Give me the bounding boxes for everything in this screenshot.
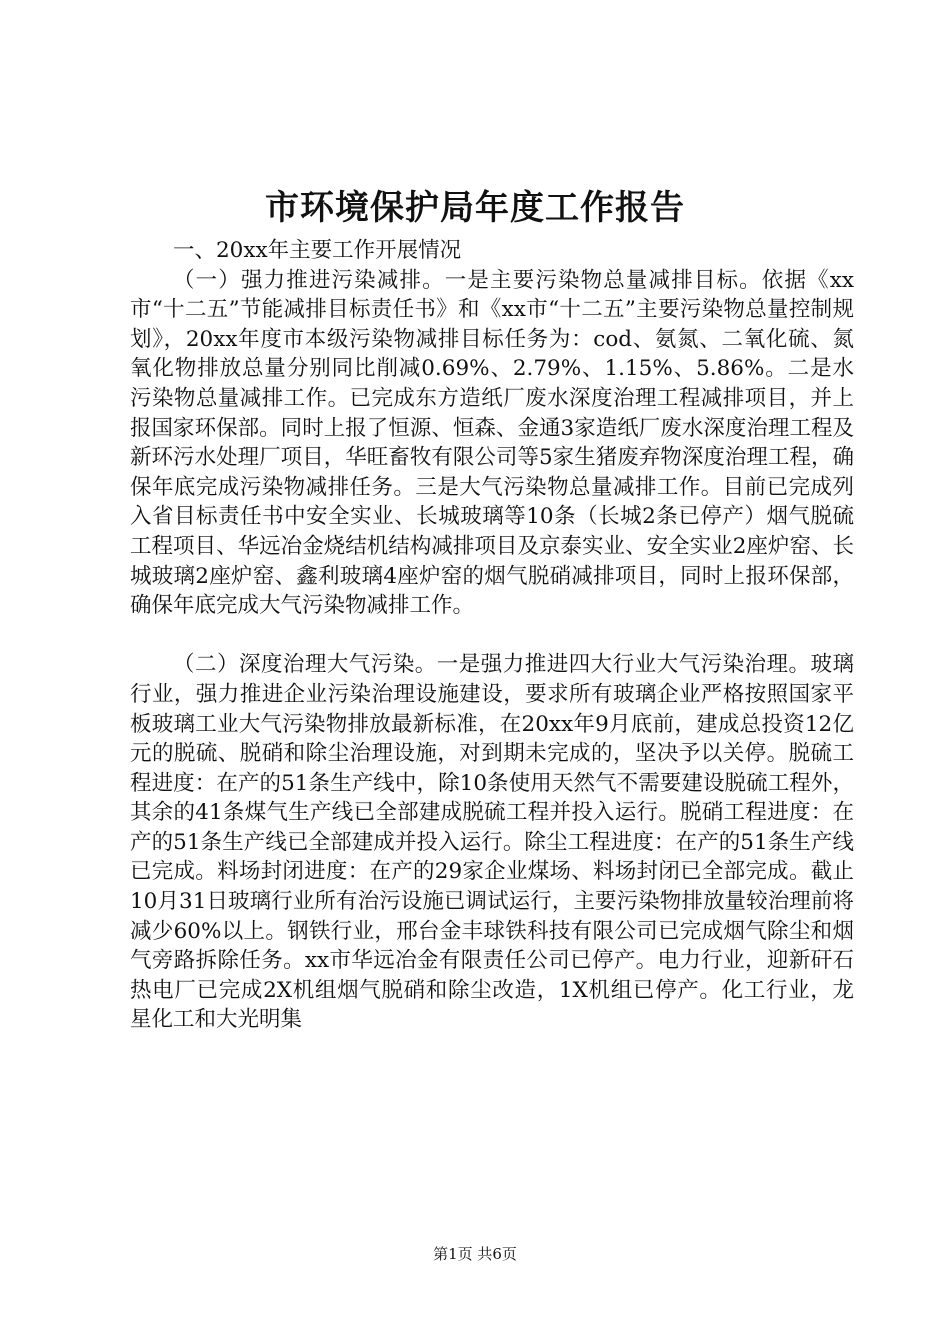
paragraph-pollution-reduction: （一）强力推进污染减排。一是主要污染物总量减排目标。依据《xx市“十二五”节能减排目标责任书》和《xx市“十二五”主要污染物总量控制规划》，20xx年度市本级污染物减排目标任务为：cod、氨氮、二氧化硫、氮氧化物排放总量分别同比削减0.69%、2.79%、1.15%、5.86%。二是水污染物总量减排工作。已完成东方造纸厂废水深度治理工程减排项目，并上报国家环保部。同时上报了恒源、恒森、金通3家造纸厂废水深度治理工程及新环污水处理厂项目，华旺畜牧有限公司等5家生猪废弃物深度治理工程，确保年底完成污染物减排任务。三是大气污染物总量减排工作。目前已完成列入省目标责任书中安全实业、长城玻璃等10条（长城2条已停产）烟气脱硫工程项目、华远冶金烧结机结构减排项目及京泰实业、安全实业2座炉窑、长城玻璃2座炉窑、鑫利玻璃4座炉窑的烟气脱硝减排项目，同时上报环保部，确保年底完成大气污染物减排工作。	[130, 267, 854, 619]
page-footer: 第1页 共6页	[433, 1245, 517, 1263]
document-title: 市环境保护局年度工作报告	[265, 188, 685, 228]
paragraph-spacer	[130, 621, 854, 651]
document-body	[130, 236, 854, 1035]
paragraph-air-pollution: （二）深度治理大气污染。一是强力推进四大行业大气污染治理。玻璃行业，强力推进企业污染治理设施建设，要求所有玻璃企业严格按照国家平板玻璃工业大气污染物排放最新标准，在20xx年9月底前，建成总投资12亿元的脱硫、脱硝和除尘治理设施，对到期未完成的，坚决予以关停。脱硫工程进度：在产的51条生产线中，除10条使用天然气不需要建设脱硫工程外，其余的41条煤气生产线已全部建成脱硫工程并投入运行。脱硝工程进度：在产的51条生产线已全部建成并投入运行。除尘工程进度：在产的51条生产线已完成。料场封闭进度：在产的29家企业煤场、料场封闭已全部完成。截止10月31日玻璃行业所有治污设施已调试运行，主要污染物排放量较治理前将减少60%以上。钢铁行业，邢台金丰球铁科技有限公司已完成烟气除尘和烟气旁路拆除任务。xx市华远冶金有限责任公司已停产。电力行业，迎新矸石热电厂已完成2X机组烟气脱硝和除尘改造，1X机组已停产。化工行业，龙星化工和大光明集	[130, 652, 854, 1033]
section-heading: 一、20xx年主要工作开展情况	[173, 238, 462, 263]
